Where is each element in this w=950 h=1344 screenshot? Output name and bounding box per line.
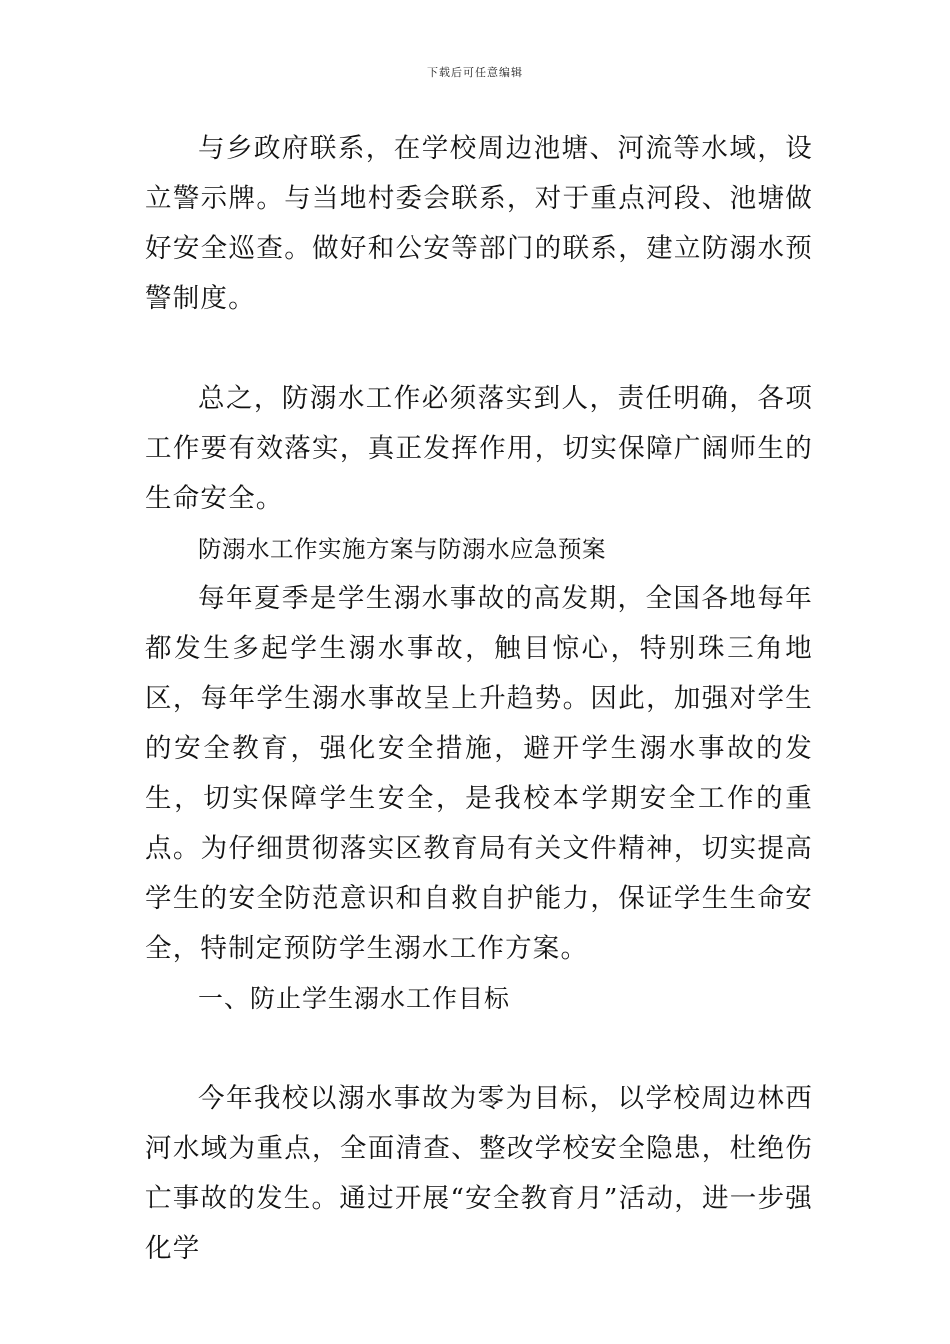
document-body xyxy=(145,124,813,1274)
paragraph-contact-government: 与乡政府联系，在学校周边池塘、河流等水域，设立警示牌。与当地村委会联系，对于重点河段、池塘做好安全巡查。做好和公安等部门的联系，建立防溺水预警制度。 xyxy=(145,133,813,314)
paragraph-summary: 总之，防溺水工作必须落实到人，责任明确，各项工作要有效落实，真正发挥作用，切实保障广阔师生的生命安全。 xyxy=(145,383,813,514)
document-title: 防溺水工作实施方案与防溺水应急预案 xyxy=(198,535,606,563)
section-heading-goal: 一、防止学生溺水工作目标 xyxy=(198,984,511,1013)
paragraph-intro: 每年夏季是学生溺水事故的高发期，全国各地每年都发生多起学生溺水事故，触目惊心，特别珠三角地区，每年学生溺水事故呈上升趋势。因此，加强对学生的安全教育，强化安全措施，避开学生溺水事故的发生，切实保障学生安全，是我校本学期安全工作的重点。为仔细贯彻落实区教育局有关文件精神，切实提高学生的安全防范意识和自救自护能力，保证学生生命安全，特制定预防学生溺水工作方案。 xyxy=(145,583,813,964)
page-header-note: 下载后可任意编辑 xyxy=(427,66,523,79)
paragraph-goal-body: 今年我校以溺水事故为零为目标，以学校周边林西河水域为重点，全面清查、整改学校安全隐患，杜绝伤亡事故的发生。通过开展“安全教育月”活动，进一步强化学 xyxy=(145,1083,813,1264)
